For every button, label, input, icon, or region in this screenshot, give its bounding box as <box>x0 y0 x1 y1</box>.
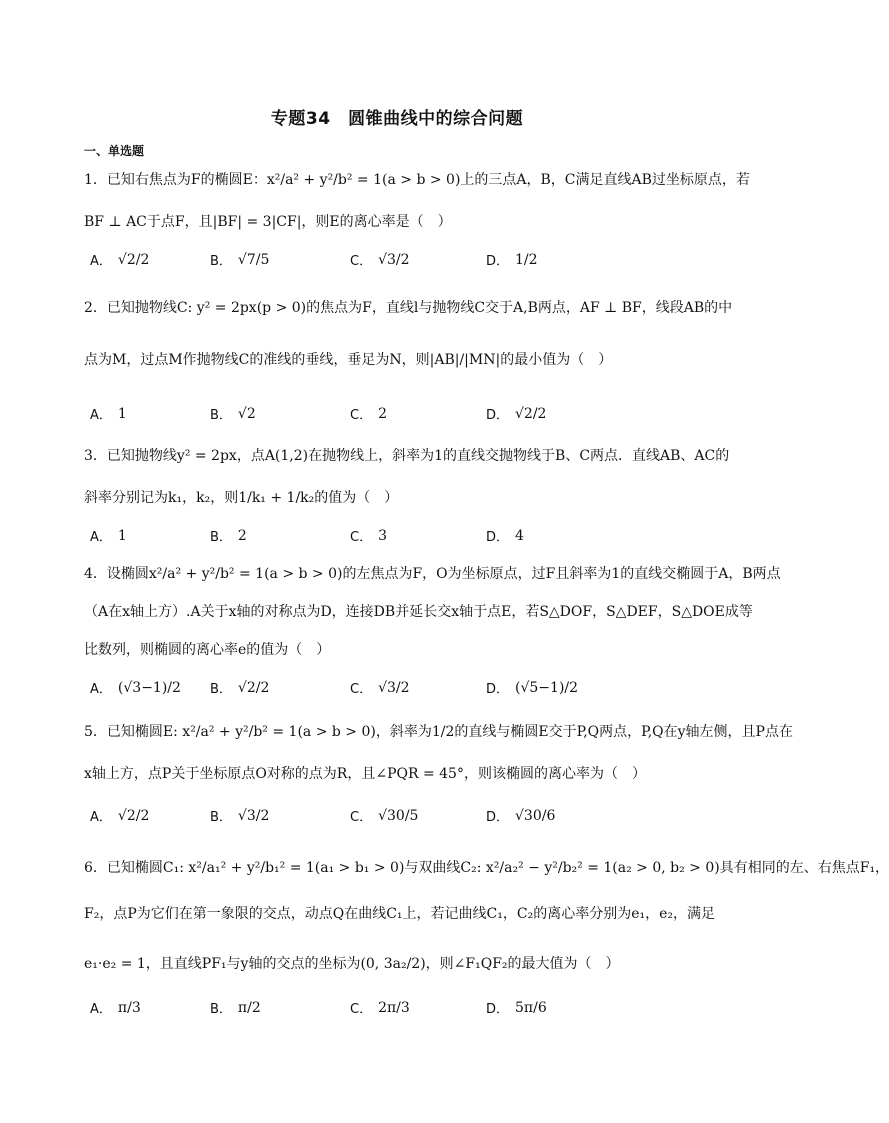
q4-option-a-value: (√3−1)/2 <box>117 679 181 696</box>
q2-option-d[interactable]: D． √2/2 <box>486 405 547 423</box>
q4-line3: 比数列，则椭圆的离心率e的值为（ ） <box>84 642 331 658</box>
q6-option-c-value: 2π/3 <box>378 999 410 1016</box>
q2-option-b-value: √2 <box>237 405 256 422</box>
q2-option-b[interactable]: B． √2 <box>210 405 256 423</box>
q2-option-a-value: 1 <box>117 405 127 422</box>
q3-option-d[interactable]: D． 4 <box>486 527 524 545</box>
q6-line2: F₂，点P为它们在第一象限的交点，动点Q在曲线C₁上，若记曲线C₁，C₂的离心率分别为e₁，e₂，满足 <box>84 906 715 922</box>
q5-option-b-value: √3/2 <box>237 807 270 824</box>
q5-option-a[interactable]: A． √2/2 <box>90 807 150 825</box>
q5-option-b[interactable]: B． √3/2 <box>210 807 270 825</box>
q2-option-a[interactable]: A． 1 <box>90 405 127 423</box>
q1-option-a-value: √2/2 <box>117 251 150 268</box>
q1-option-d[interactable]: D． 1/2 <box>486 251 538 269</box>
q2-line2: 点为M，过点M作抛物线C的准线的垂线，垂足为N，则|AB|/|MN|的最小值为（ ） <box>84 352 613 368</box>
q3-option-c-value: 3 <box>378 527 387 544</box>
q4-line2: （A在x轴上方）.A关于x轴的对称点为D，连接DB并延长交x轴于点E，若S△DOF，S△DEF，S△DOE成等 <box>84 604 753 620</box>
q4-option-c[interactable]: C． √3/2 <box>350 679 410 697</box>
q4-option-b-value: √2/2 <box>237 679 270 696</box>
q4-option-b[interactable]: B． √2/2 <box>210 679 270 697</box>
q5-option-d-value: √30/6 <box>515 807 556 824</box>
q5-option-a-value: √2/2 <box>117 807 150 824</box>
q1-option-b-value: √7/5 <box>237 251 270 268</box>
q5-line1: 5．已知椭圆E: x²/a² + y²/b² = 1(a > b > 0)，斜率为1/2的直线与椭圆E交于P,Q两点，P,Q在y轴左侧，且P点在 <box>84 724 793 740</box>
q6-option-d[interactable]: D． 5π/6 <box>486 999 547 1017</box>
q5-option-c[interactable]: C． √30/5 <box>350 807 419 825</box>
q4-option-c-value: √3/2 <box>378 679 410 696</box>
q1-option-c[interactable]: C． √3/2 <box>350 251 410 269</box>
q1-option-c-value: √3/2 <box>378 251 410 268</box>
page-title: 专题34 圆锥曲线中的综合问题 <box>270 109 524 129</box>
q6-option-d-value: 5π/6 <box>515 999 547 1016</box>
q3-option-b-value: 2 <box>237 527 247 544</box>
q3-option-a-value: 1 <box>117 527 127 544</box>
q3-line2: 斜率分别记为k₁，k₂，则1/k₁ + 1/k₂的值为（ ） <box>84 490 399 506</box>
q4-line1: 4．设椭圆x²/a² + y²/b² = 1(a > b > 0)的左焦点为F，O为坐标原点，过F且斜率为1的直线交椭圆于A，B两点 <box>84 566 781 582</box>
q3-option-d-value: 4 <box>515 527 524 544</box>
q4-option-d-value: (√5−1)/2 <box>515 679 579 696</box>
q6-line1: 6．已知椭圆C₁: x²/a₁² + y²/b₁² = 1(a₁ > b₁ > 0)与双曲线C₂: x²/a₂² − y²/b₂² = 1(a₂ > 0, b₂ > 0)具有相同的左、右焦点F₁， <box>84 860 889 876</box>
q6-option-b[interactable]: B． π/2 <box>210 999 261 1017</box>
q6-option-a[interactable]: A． π/3 <box>90 999 141 1017</box>
q6-option-a-value: π/3 <box>117 999 141 1016</box>
q3-option-c[interactable]: C． 3 <box>350 527 387 545</box>
q1-line1: 1．已知右焦点为F的椭圆E：x²/a² + y²/b² = 1(a > b > 0)上的三点A，B，C满足直线AB过坐标原点，若 <box>84 172 750 188</box>
q1-line2: BF ⊥ AC于点F，且|BF| = 3|CF|，则E的离心率是（ ） <box>84 214 452 230</box>
q5-line2: x轴上方，点P关于坐标原点O对称的点为R，且∠PQR = 45°，则该椭圆的离心率为（ ） <box>84 766 646 782</box>
section-heading: 一、单选题 <box>84 144 145 158</box>
q1-option-b[interactable]: B． √7/5 <box>210 251 270 269</box>
q1-option-d-value: 1/2 <box>515 251 538 268</box>
q2-line1: 2．已知抛物线C: y² = 2px(p > 0)的焦点为F，直线l与抛物线C交于A,B两点，AF ⊥ BF，线段AB的中 <box>84 300 733 316</box>
q2-option-c[interactable]: C． 2 <box>350 405 387 423</box>
q1-option-a[interactable]: A． √2/2 <box>90 251 150 269</box>
q3-line1: 3．已知抛物线y² = 2px，点A(1,2)在抛物线上，斜率为1的直线交抛物线于B、C两点．直线AB、AC的 <box>84 448 730 464</box>
q4-option-d[interactable]: D． (√5−1)/2 <box>486 679 579 697</box>
q3-option-b[interactable]: B． 2 <box>210 527 247 545</box>
q6-option-b-value: π/2 <box>237 999 261 1016</box>
q5-option-c-value: √30/5 <box>378 807 419 824</box>
q4-option-a[interactable]: A． (√3−1)/2 <box>90 679 181 697</box>
q6-option-c[interactable]: C． 2π/3 <box>350 999 410 1017</box>
q2-option-d-value: √2/2 <box>515 405 547 422</box>
q2-option-c-value: 2 <box>378 405 387 422</box>
q5-option-d[interactable]: D． √30/6 <box>486 807 556 825</box>
q3-option-a[interactable]: A． 1 <box>90 527 127 545</box>
q6-line3: e₁·e₂ = 1，且直线PF₁与y轴的交点的坐标为(0, 3a₂/2)，则∠F₁QF₂的最大值为（ ） <box>84 956 620 972</box>
